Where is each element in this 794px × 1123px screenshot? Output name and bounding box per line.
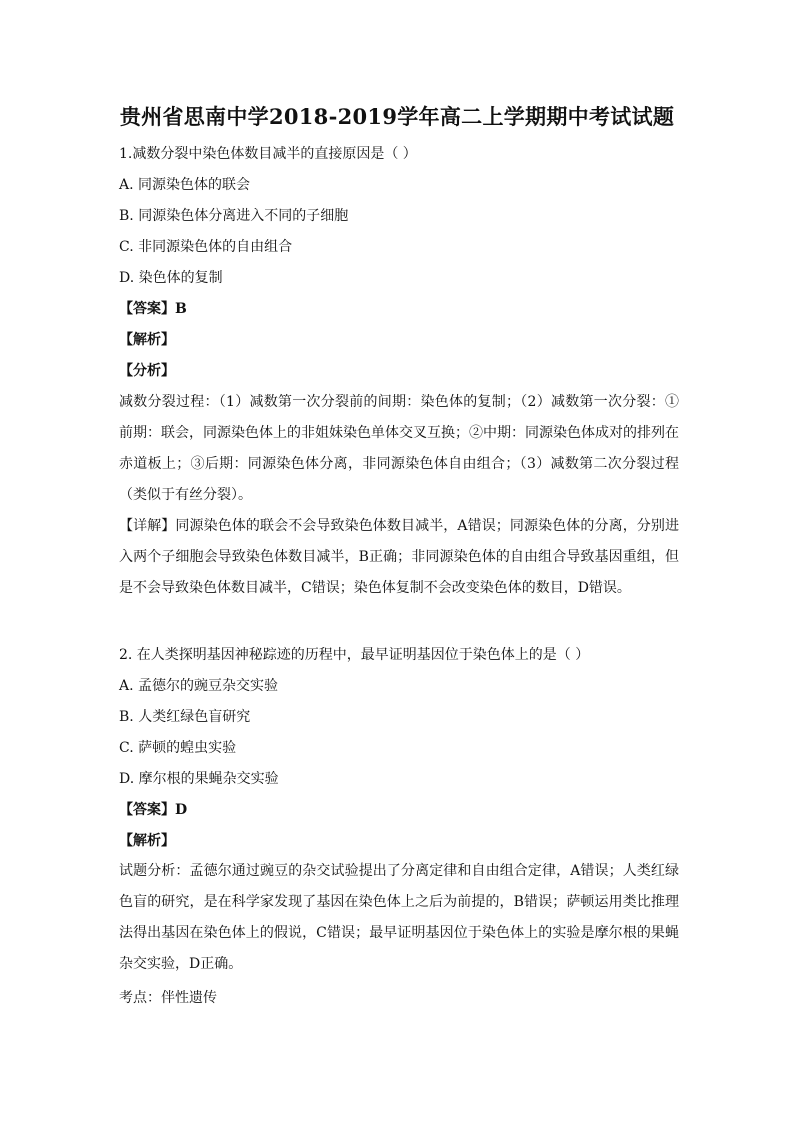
- q2-option-a: A. 孟德尔的豌豆杂交实验: [119, 678, 279, 694]
- q1-option-a: A. 同源染色体的联会: [119, 177, 251, 193]
- q2-option-d: D. 摩尔根的果蝇杂交实验: [119, 771, 279, 787]
- q2-answer: 【答案】D: [119, 802, 188, 818]
- q1-option-c: C. 非同源染色体的自由组合: [119, 239, 293, 255]
- q2-kaodian: 考点：伴性遗传: [119, 990, 217, 1006]
- q2-analysis-heading: 【解析】: [119, 833, 175, 849]
- q1-option-d: D. 染色体的复制: [119, 270, 223, 286]
- q1-stem: 1.减数分裂中染色体数目减半的直接原因是（ ）: [119, 146, 417, 162]
- q1-option-b: B. 同源染色体分离进入不同的子细胞: [119, 208, 349, 224]
- q2-analysis-text: 试题分析：孟德尔通过豌豆的杂交试验提出了分离定律和自由组合定律，A错误；人类红绿色盲的研究，是在科学家发现了基因在染色体上之后为前提的，B错误；萨顿运用类比推理法得出基因在染色体上的假说，C错误；最早证明基因位于染色体上的实验是摩尔根的果蝇杂交实验，D正确。: [119, 863, 679, 972]
- q1-detail-text: 【详解】同源染色体的联会不会导致染色体数目减半，A错误；同源染色体的分离，分别进入两个子细胞会导致染色体数目减半，B正确；非同源染色体的自由组合导致基因重组，但是不会导致染色体数目减半，C错误；染色体复制不会改变染色体的数目，D错误。: [119, 518, 679, 596]
- q2-option-c: C. 萨顿的蝗虫实验: [119, 740, 237, 756]
- q1-analysis-heading: 【解析】: [119, 332, 175, 348]
- q2-stem: 2. 在人类探明基因神秘踪迹的历程中，最早证明基因位于染色体上的是（ ）: [119, 647, 590, 663]
- document-title: 贵州省思南中学2018-2019学年高二上学期期中考试试题: [119, 104, 675, 129]
- q1-answer: 【答案】B: [119, 301, 187, 317]
- q1-analysis-text: 减数分裂过程：（1）减数第一次分裂前的间期：染色体的复制；（2）减数第一次分裂：①前期：联会，同源染色体上的非姐妹染色单体交叉互换；②中期：同源染色体成对的排列在赤道板上；③后期：同源染色体分离，非同源染色体自由组合；（3）减数第二次分裂过程（类似于有丝分裂）。: [119, 394, 679, 503]
- q1-analysis-subheading: 【分析】: [119, 363, 175, 379]
- q2-option-b: B. 人类红绿色盲研究: [119, 709, 251, 725]
